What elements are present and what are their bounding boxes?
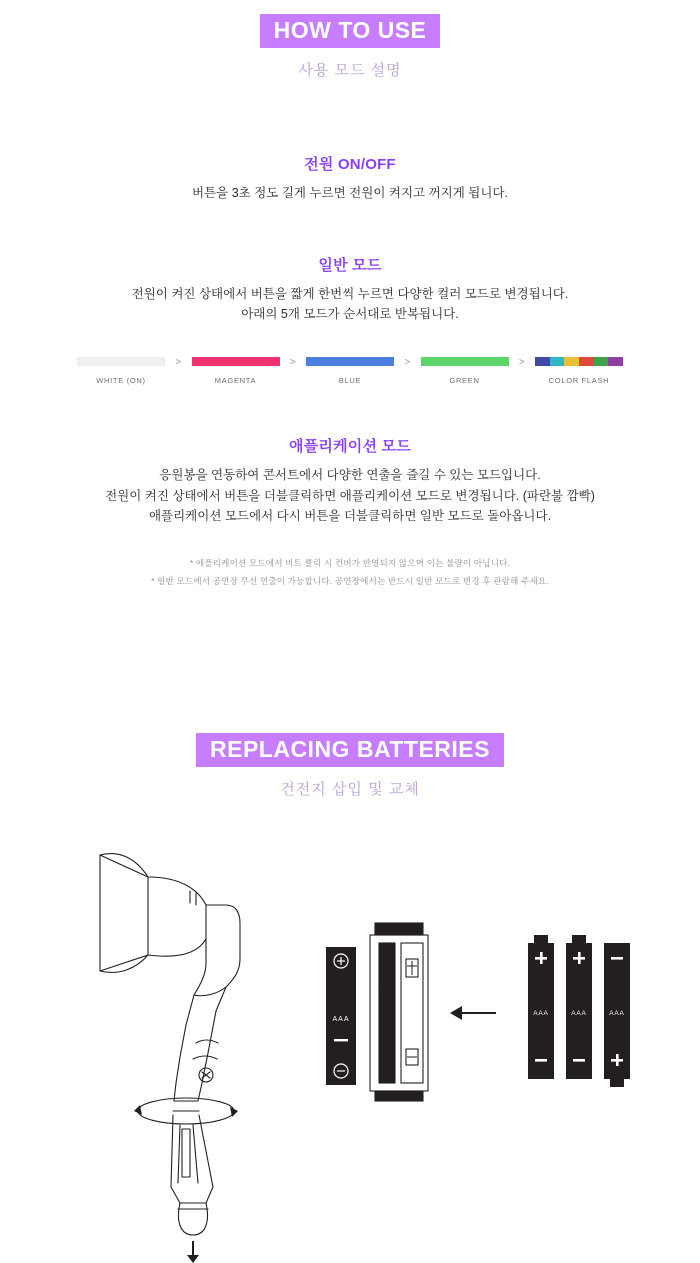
application-mode-desc-line-1: 응원봉을 연동하여 콘서트에서 다양한 연출을 즐길 수 있는 모드입니다. [159, 467, 541, 482]
normal-mode-block [0, 254, 700, 385]
swatch-arrow-3: > [404, 357, 411, 369]
normal-mode-title: 일반 모드 [318, 256, 382, 274]
footnote-1: * 애플리케이션 모드에서 비트 클릭 시 컨버가 반영되지 않으며 이는 불량이 아닙니다. [189, 557, 511, 568]
power-mode-description [0, 183, 700, 204]
application-mode-desc-line-3: 애플리케이션 모드에서 다시 버튼을 더블클릭하면 일반 모드로 돌아옵니다. [148, 509, 552, 524]
megaphone-illustration [100, 854, 240, 1235]
swatch-label-blue: BLUE [338, 375, 362, 385]
application-mode-block [0, 435, 700, 591]
battery-diagram [0, 843, 700, 1263]
power-mode-desc-line-1: 버튼을 3초 정도 길게 누르면 전원이 켜지고 꺼지게 됩니다. [192, 186, 508, 200]
swatch-white [77, 357, 165, 385]
svg-text:AAA: AAA [533, 1010, 549, 1018]
svg-text:AAA: AAA [571, 1010, 587, 1018]
swatch-bar-white [77, 357, 165, 366]
swatch-label-color-flash: COLOR FLASH [548, 375, 610, 385]
howto-section-heading [0, 0, 700, 80]
swatch-label-white: WHITE (ON) [96, 375, 146, 385]
battery-subtitle: 건전지 삽입 및 교체 [280, 781, 420, 799]
swatch-label-green: GREEN [449, 375, 480, 385]
howto-title: HOW TO USE [260, 14, 441, 48]
swatch-arrow-1: > [175, 357, 182, 369]
swatch-bar-green [421, 357, 509, 366]
svg-text:AAA: AAA [383, 975, 389, 991]
swatch-color-flash [535, 357, 623, 385]
battery-section-heading [0, 733, 700, 799]
application-mode-title: 애플리케이션 모드 [289, 437, 411, 455]
swatch-bar-magenta [192, 357, 280, 366]
battery-diagram-svg [30, 843, 670, 1263]
footnote-2: * 일반 모드에서 공연장 무선 연출이 가능합니다. 공연장에서는 반드시 일반 모드로 변경 후 관람해 주세요. [151, 575, 549, 586]
swatch-arrow-4: > [518, 357, 525, 369]
power-mode-block [0, 153, 700, 204]
battery-holder [370, 923, 428, 1101]
howto-subtitle: 사용 모드 설명 [298, 62, 402, 79]
battery-cell-group [528, 935, 630, 1087]
swatch-green [421, 357, 509, 385]
power-mode-title: 전원 ON/OFF [304, 156, 396, 173]
normal-mode-desc-line-2: 아래의 5개 모드가 순서대로 반복됩니다. [241, 307, 459, 322]
swatch-label-magenta: MAGENTA [214, 375, 257, 385]
svg-text:AAA: AAA [609, 1010, 625, 1018]
insert-direction-arrow-icon [450, 1006, 496, 1020]
normal-mode-desc-line-1: 전원이 켜진 상태에서 버튼을 짧게 한번씩 누르면 다양한 컬러 모드로 변경됩니다. [131, 286, 569, 301]
swatch-bar-blue [306, 357, 394, 366]
swatch-bar-color-flash [535, 357, 623, 366]
application-mode-description [0, 465, 700, 527]
svg-text:AAA: AAA [383, 1050, 389, 1066]
footnote-list [0, 555, 700, 591]
swatch-magenta [192, 357, 280, 385]
application-mode-desc-line-2: 전원이 켜진 상태에서 버튼을 더블클릭하면 애플리케이션 모드로 변경됩니다. (파란불 깜빡) [105, 488, 595, 503]
normal-mode-description [0, 284, 700, 325]
svg-text:AAA: AAA [332, 1016, 350, 1024]
swatch-arrow-2: > [289, 357, 296, 369]
swatch-blue [306, 357, 394, 385]
color-mode-swatch-row [77, 357, 623, 385]
battery-cell-reference [326, 947, 356, 1085]
down-arrow-icon [187, 1241, 199, 1263]
battery-title: REPLACING BATTERIES [196, 733, 504, 767]
